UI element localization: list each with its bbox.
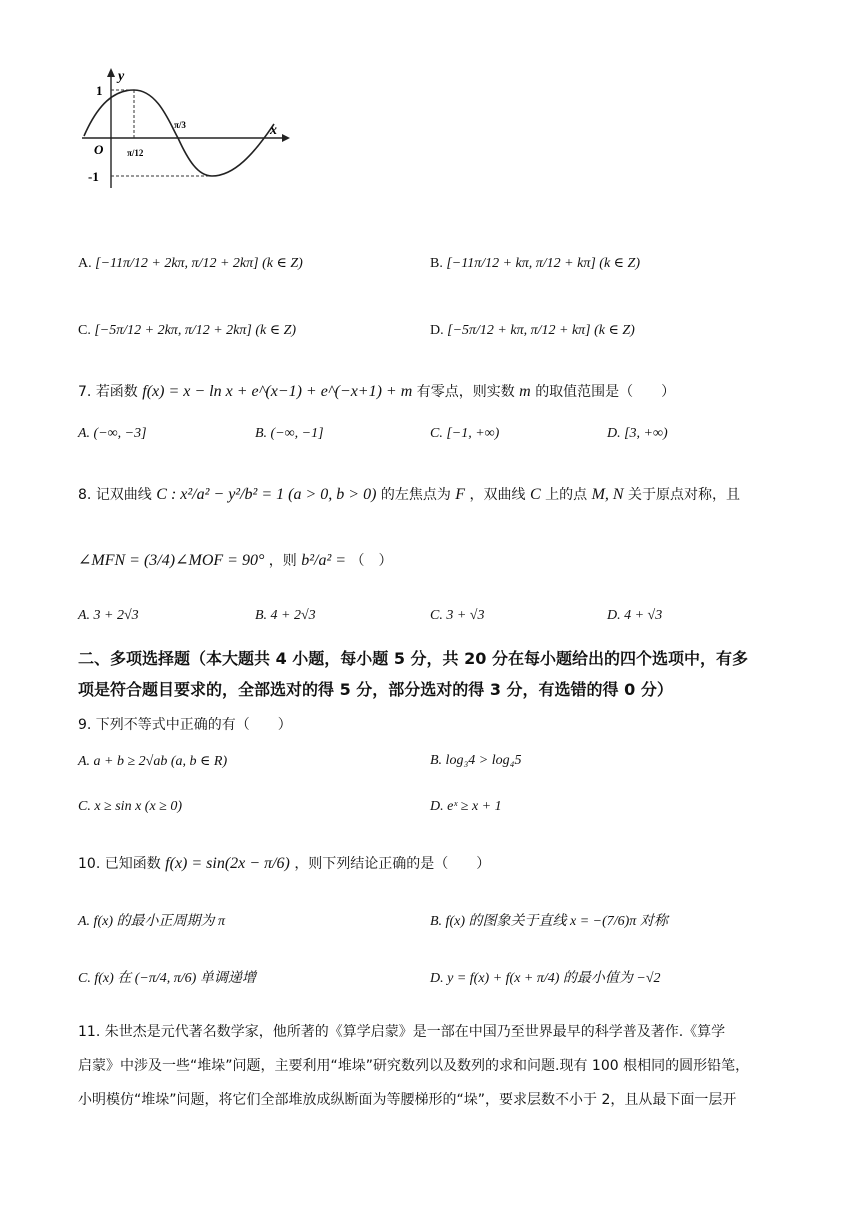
question-number: 7. (78, 384, 92, 400)
q6-option-d (430, 322, 635, 339)
stem-text: 若函数 (95, 384, 138, 400)
stem-text: ，则 (268, 553, 297, 569)
question-number: 8. (78, 487, 92, 503)
q6-option-b (430, 255, 640, 272)
q6-option-c (78, 322, 296, 339)
q8-option-a: A. 3 + 2√3 (78, 608, 139, 623)
formula: f(x) = x − ln x + e^(x−1) + e^(−x+1) + m (142, 383, 413, 400)
q8-option-c: C. 3 + √3 (430, 608, 485, 623)
q10-option-d: D. y = f(x) + f(x + π/4) 的最小值为 −√2 (430, 971, 661, 986)
q7-option-a: A. (−∞, −3] (78, 426, 147, 441)
stem-text: 的左焦点为 (380, 487, 451, 503)
formula: f(x) = sin(2x − π/6) (165, 855, 290, 872)
q10-option-a: A. f(x) 的最小正周期为 π (78, 914, 225, 929)
q9-option-a: A. a + b ≥ 2√ab (a, b ∈ R) (78, 754, 228, 769)
section-heading-line2: 项是符合题目要求的，全部选对的得 5 分，部分选对的得 3 分，有选错的得 0 分） (78, 680, 673, 699)
q9-option-d: D. eˣ ≥ x + 1 (430, 799, 502, 814)
option-text: [−11π/12 + kπ, π/12 + kπ] (k ∈ Z) (446, 256, 640, 271)
q6-option-a (78, 255, 303, 272)
question-number: 10. (78, 856, 101, 872)
y-max-label: 1 (96, 83, 103, 98)
q8-option-d: D. 4 + √3 (607, 608, 663, 623)
stem-text: （ ） (350, 553, 393, 569)
q10-option-c: C. f(x) 在 (−π/4, π/6) 单调递增 (78, 971, 256, 986)
variable: m (519, 383, 531, 400)
option-letter: C. (78, 323, 91, 338)
option-text: [−5π/12 + 2kπ, π/12 + 2kπ] (k ∈ Z) (94, 323, 297, 338)
q7-stem (78, 381, 675, 403)
x-tick-pi-3: π/3 (174, 120, 186, 130)
variable: M, N (591, 486, 624, 503)
option-text: [−5π/12 + kπ, π/12 + kπ] (k ∈ Z) (447, 323, 635, 338)
x-axis-label: x (270, 123, 277, 138)
stem-text: 已知函数 (104, 856, 161, 872)
formula: ∠MFN = (3/4)∠MOF = 90° (78, 552, 265, 569)
x-tick-pi-12: π/12 (127, 148, 144, 158)
q11-line3: 小明模仿“堆垛”问题，将它们全部堆放成纵断面为等腰梯形的“垛”，要求层数不小于 2，且从最下面一层开 (78, 1092, 737, 1108)
stem-text: 关于原点对称，且 (628, 487, 741, 503)
q9-option-c: C. x ≥ sin x (x ≥ 0) (78, 799, 183, 814)
stem-text: ，双曲线 (469, 487, 526, 503)
option-letter: B. (430, 256, 443, 271)
option-letter: D. (430, 323, 444, 338)
section-heading-line1: 二、多项选择题（本大题共 4 小题，每小题 5 分，共 20 分在每小题给出的四个选项中，有多 (78, 649, 748, 668)
variable: C (529, 486, 541, 503)
formula: b²/a² = (301, 552, 347, 569)
sine-graph (78, 64, 298, 194)
q11-line2: 启蒙》中涉及一些“堆垛”问题，主要利用“堆垛”研究数列以及数列的求和问题.现有 100 根相同的圆形铅笔， (78, 1058, 750, 1074)
stem-text: ，则下列结论正确的是（ ） (294, 856, 491, 872)
q10-option-b: B. f(x) 的图象关于直线 x = −(7/6)π 对称 (430, 914, 668, 929)
option-text: [−11π/12 + 2kπ, π/12 + 2kπ] (k ∈ Z) (95, 256, 303, 271)
q7-option-b: B. (−∞, −1] (255, 426, 324, 441)
q8-option-b: B. 4 + 2√3 (255, 608, 316, 623)
q7-option-d: D. [3, +∞) (607, 426, 668, 441)
stem-text: 有零点，则实数 (416, 384, 515, 400)
q7-option-c: C. [−1, +∞) (430, 426, 500, 441)
q10-stem (78, 853, 490, 875)
origin-label: O (94, 142, 104, 157)
q8-stem-line2 (78, 550, 393, 572)
y-axis-label: y (118, 69, 125, 84)
formula: C : x²/a² − y²/b² = 1 (a > 0, b > 0) (156, 486, 377, 503)
stem-text: 记双曲线 (95, 487, 152, 503)
variable: F (455, 486, 466, 503)
y-min-label: -1 (88, 169, 99, 184)
option-letter: A. (78, 256, 92, 271)
q9-stem: 9. 下列不等式中正确的有（ ） (78, 717, 292, 733)
q11-line1: 11. 朱世杰是元代著名数学家，他所著的《算学启蒙》是一部在中国乃至世界最早的科学普及著作.《算学 (78, 1024, 726, 1040)
q8-stem-line1 (78, 484, 740, 506)
stem-text: 上的点 (545, 487, 588, 503)
q9-option-b: B. log₃4 > log₄5 (430, 753, 522, 768)
stem-text: 的取值范围是（ ） (535, 384, 676, 400)
